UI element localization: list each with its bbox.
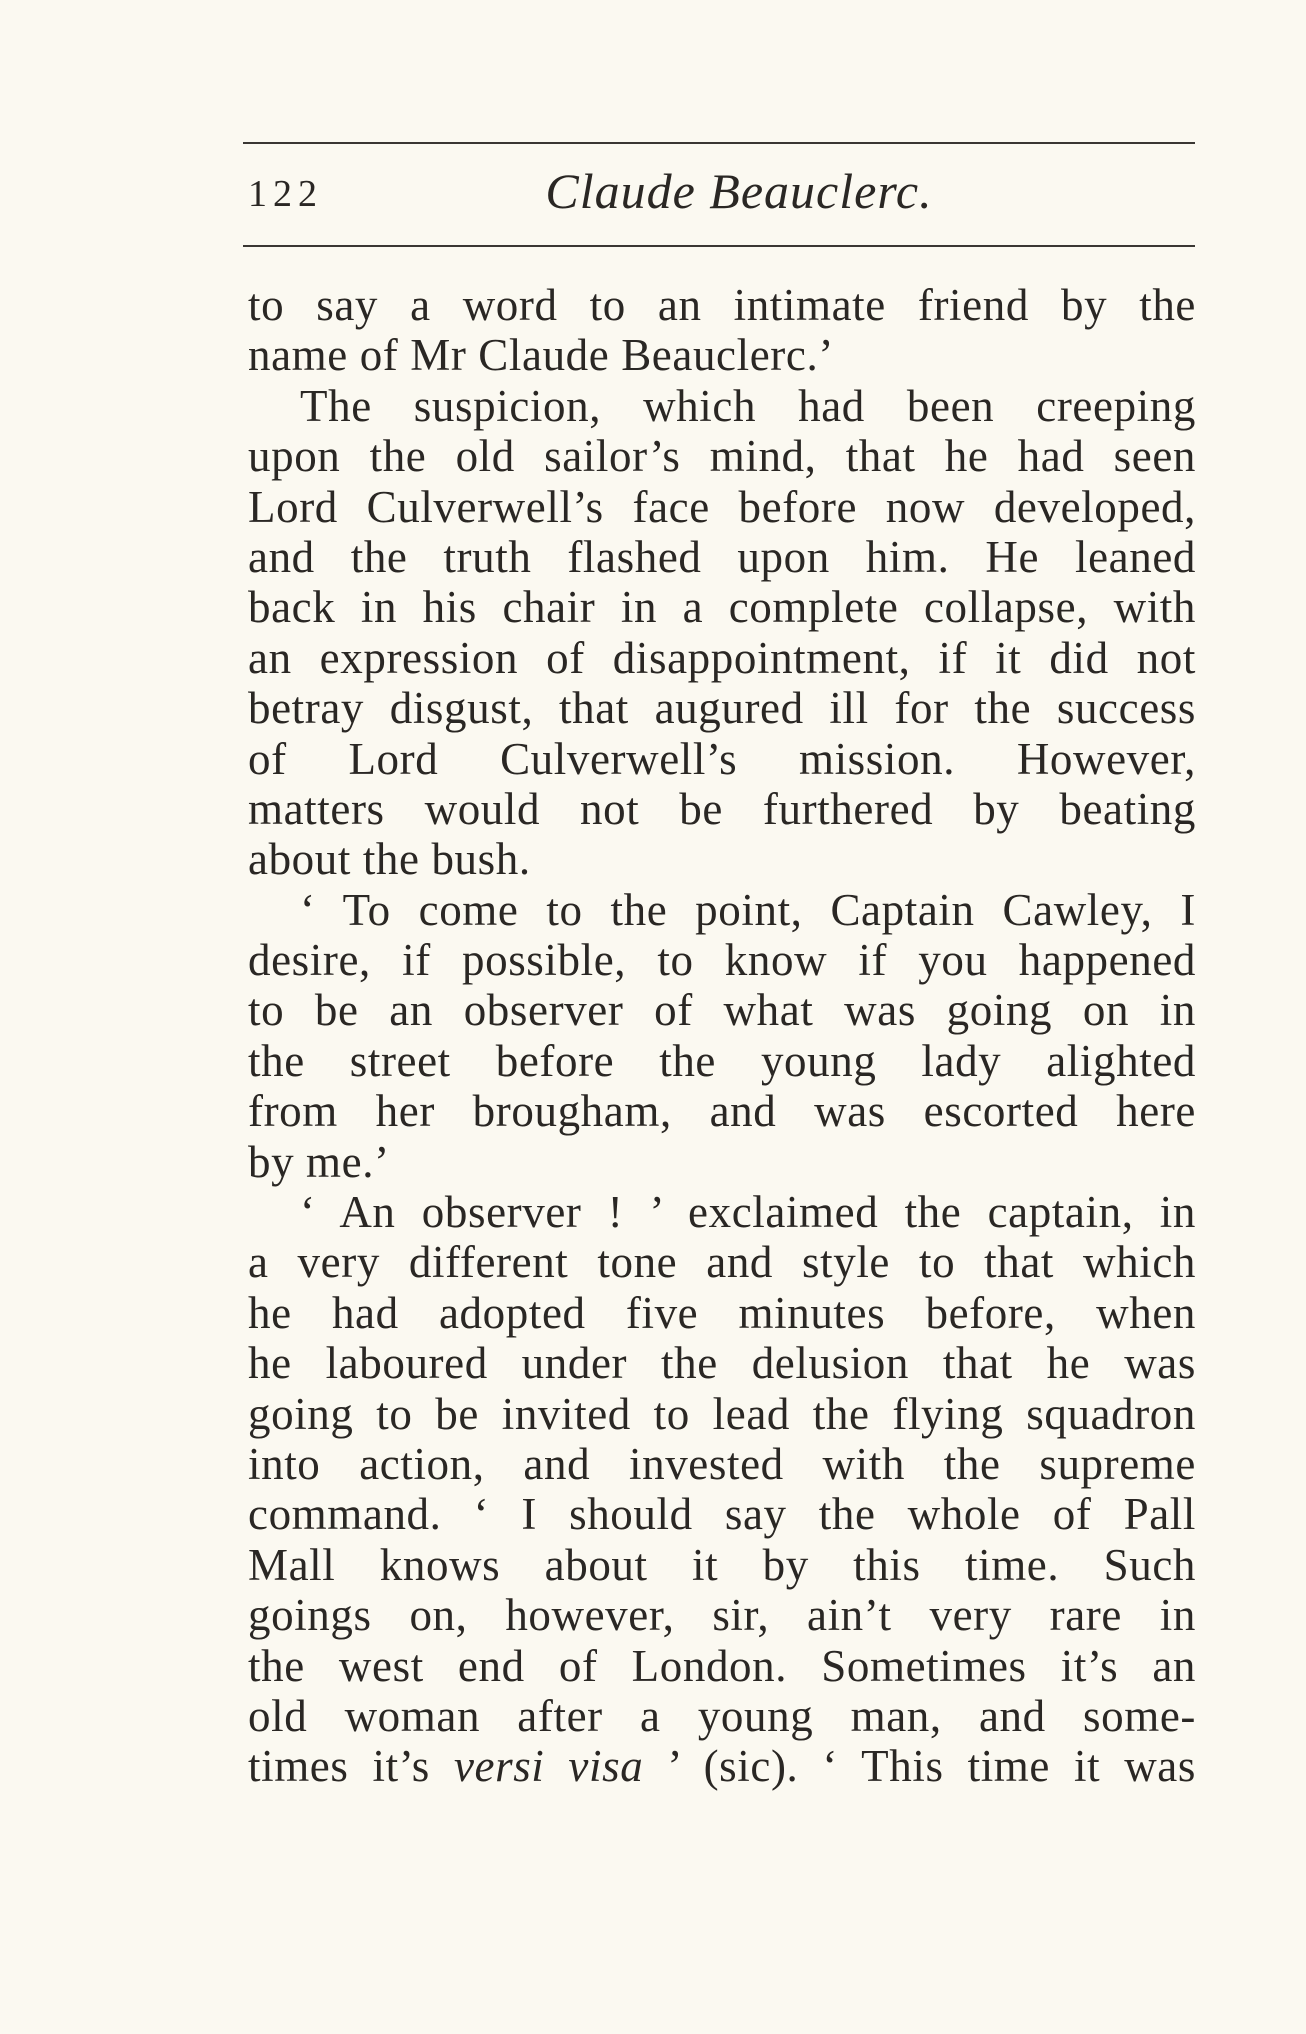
text-line: command. ‘ I should say the whole of Pall [248, 1489, 1196, 1540]
text-line: a very different tone and style to that which [248, 1237, 1196, 1288]
text-line: and the truth flashed upon him. He leaned [248, 531, 1196, 582]
text-line: from her brougham, and was escorted here [248, 1086, 1196, 1137]
text-line: he laboured under the delusion that he was [248, 1338, 1196, 1389]
text-line: Lord Culverwell’s face before now developed, [248, 481, 1196, 532]
header-bottom-rule [243, 245, 1195, 247]
text-line: Mall knows about it by this time. Such [248, 1539, 1196, 1590]
text-line: betray disgust, that augured ill for the success [248, 683, 1196, 734]
text-line: to be an observer of what was going on in [248, 985, 1196, 1036]
text-line: the west end of London. Sometimes it’s an [248, 1640, 1196, 1691]
text-segment: times it’s [248, 1741, 454, 1792]
text-line: goings on, however, sir, ain’t very rare in [248, 1590, 1196, 1641]
text-line: the street before the young lady alighted [248, 1035, 1196, 1086]
text-line: of Lord Culverwell’s mission. However, [248, 733, 1196, 784]
italic-phrase: versi visa [453, 1741, 644, 1792]
body-text [248, 280, 1196, 1792]
text-line: going to be invited to lead the flying squadron [248, 1388, 1196, 1439]
text-line: upon the old sailor’s mind, that he had seen [248, 431, 1196, 482]
text-line: back in his chair in a complete collapse, with [248, 582, 1196, 633]
text-segment: ’ (sic). ‘ This time it was [643, 1741, 1196, 1792]
text-line: old woman after a young man, and some- [248, 1690, 1196, 1741]
running-title: Claude Beauclerc. [545, 163, 933, 219]
running-header [243, 160, 1195, 230]
text-line: ‘ To come to the point, Captain Cawley, I [300, 884, 1196, 935]
text-line: matters would not be furthered by beating [248, 783, 1196, 834]
text-line: desire, if possible, to know if you happened [248, 935, 1196, 986]
page-number: 122 [248, 173, 323, 215]
text-line: The suspicion, which had been creeping [300, 380, 1196, 431]
text-line: into action, and invested with the supreme [248, 1438, 1196, 1489]
text-line: to say a word to an intimate friend by the [248, 280, 1196, 330]
header-top-rule [243, 142, 1195, 144]
text-line: by me.’ [248, 1136, 390, 1187]
text-line: name of Mr Claude Beauclerc.’ [248, 330, 834, 381]
text-line: about the bush. [248, 834, 531, 885]
text-line: he had adopted five minutes before, when [248, 1287, 1196, 1338]
text-line: ‘ An observer ! ’ exclaimed the captain, in [300, 1187, 1196, 1238]
text-line: an expression of disappointment, if it did not [248, 632, 1196, 683]
text-line-final [248, 1741, 1196, 1791]
